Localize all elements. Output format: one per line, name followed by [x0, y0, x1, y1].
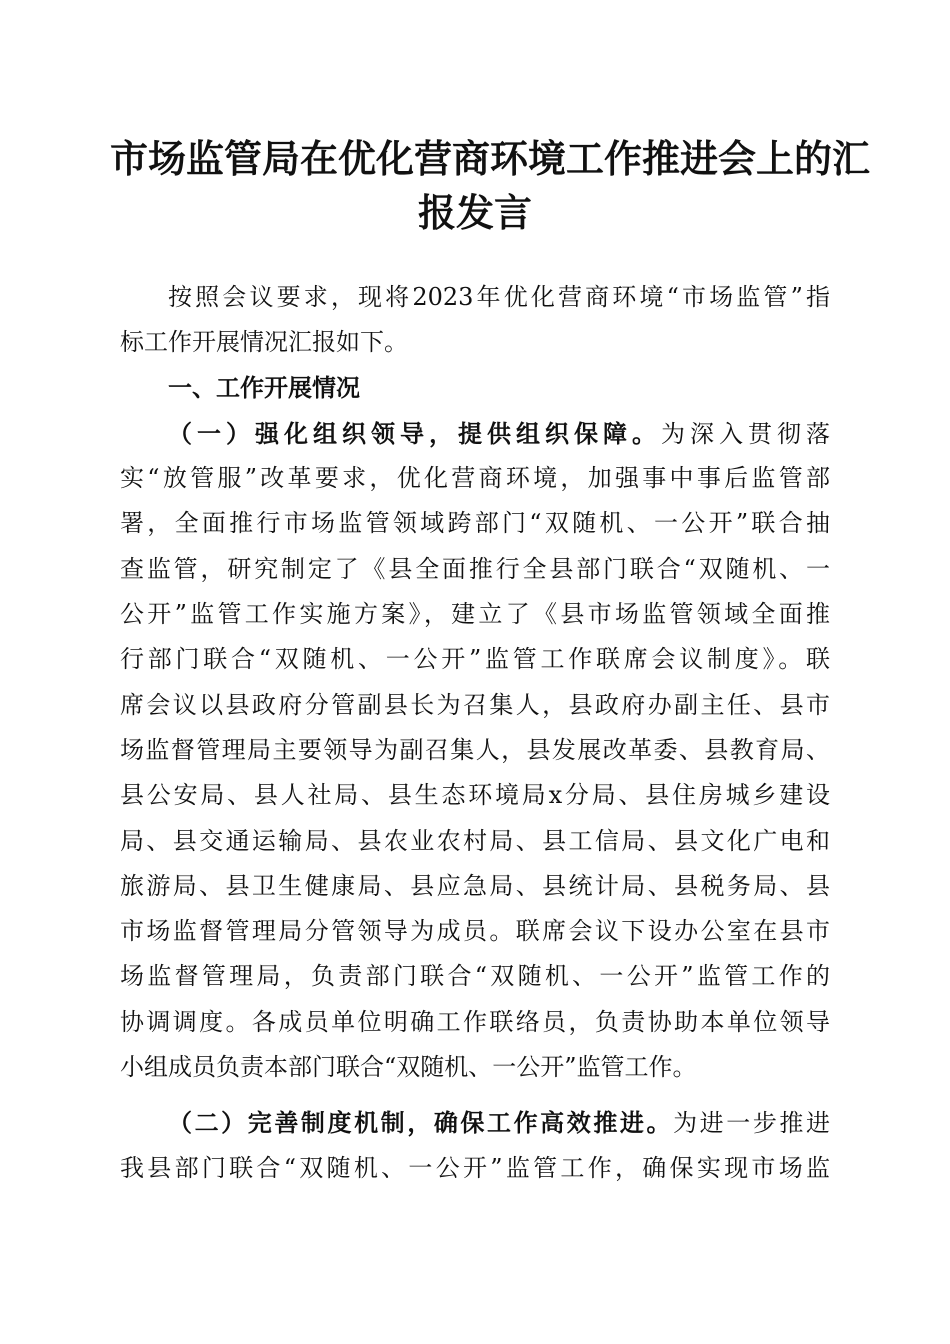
title-line-2: 报发言 [417, 190, 532, 235]
document-body [120, 275, 830, 1191]
paragraph-line: 市场监督管理局分管领导为成员。联席会议下设办公室在县市 [120, 917, 830, 946]
paragraph-1-first-rest: 为深入贯彻落 [661, 419, 830, 448]
paragraph-line: 席会议以县政府分管副县长为召集人，县政府办副主任、县市 [120, 690, 830, 719]
paragraph-line: 查监管，研究制定了《县全面推行全县部门联合“双随机、一 [120, 554, 830, 583]
paragraph-2-first-line [120, 1100, 830, 1145]
paragraph-line: 我县部门联合“双随机、一公开”监管工作，确保实现市场监 [120, 1153, 830, 1182]
section-heading: 一、工作开展情况 [168, 373, 360, 402]
document-title [110, 132, 871, 240]
paragraph-gap [120, 1090, 830, 1100]
paragraph-line: 县公安局、县人社局、县生态环境局x分局、县住房城乡建设 [120, 781, 830, 810]
paragraph-1-lead: （一）强化组织领导，提供组织保障。 [168, 418, 661, 448]
paragraph-line: 局、县交通运输局、县农业农村局、县工信局、县文化广电和 [120, 826, 830, 855]
paragraph-1 [120, 411, 830, 1090]
paragraph-2 [120, 1100, 830, 1191]
paragraph-line: 协调调度。各成员单位明确工作联络员，负责协助本单位领导 [120, 1007, 830, 1036]
paragraph-1-first-line [120, 411, 830, 456]
paragraph-line: 公开”监管工作实施方案》，建立了《县市场监管领域全面推 [120, 600, 830, 629]
paragraph-line: 署，全面推行市场监管领域跨部门“双随机、一公开”联合抽 [120, 509, 830, 538]
title-line-1: 市场监管局在优化营商环境工作推进会上的汇 [110, 136, 871, 181]
paragraph-line: 小组成员负责本部门联合“双随机、一公开”监管工作。 [120, 1053, 697, 1082]
intro-line-2: 标工作开展情况汇报如下。 [120, 328, 408, 357]
paragraph-line: 行部门联合“双随机、一公开”监管工作联席会议制度》。联 [120, 645, 830, 674]
intro-paragraph [120, 275, 830, 366]
paragraph-2-first-rest: 为进一步推进 [673, 1109, 831, 1138]
paragraph-line: 场监督管理局主要领导为副召集人，县发展改革委、县教育局、 [120, 735, 830, 764]
paragraph-2-lead: （二）完善制度机制，确保工作高效推进。 [168, 1108, 674, 1138]
intro-line-1: 按照会议要求，现将2023年优化营商环境“市场监管”指 [168, 283, 830, 311]
paragraph-line: 实“放管服”改革要求，优化营商环境，加强事中事后监管部 [120, 464, 830, 493]
paragraph-line: 旅游局、县卫生健康局、县应急局、县统计局、县税务局、县 [120, 871, 830, 900]
paragraph-line: 场监督管理局，负责部门联合“双随机、一公开”监管工作的 [120, 962, 830, 991]
